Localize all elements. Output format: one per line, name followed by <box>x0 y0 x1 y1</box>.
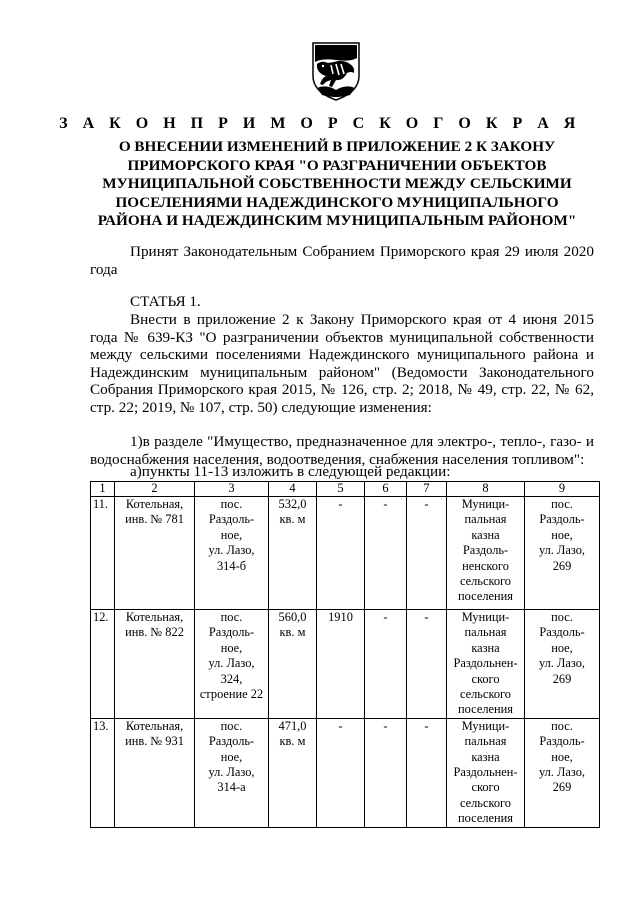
column-header: 2 <box>115 482 195 497</box>
address-cell: пос. Раздоль- ное, ул. Лазо, 324, строение 22 <box>195 610 269 719</box>
object-name-cell: Котельная, инв. № 822 <box>115 610 195 719</box>
col7-cell: - <box>407 610 447 719</box>
column-header: 1 <box>91 482 115 497</box>
table-row <box>91 610 600 719</box>
column-header: 8 <box>447 482 525 497</box>
col6-cell: - <box>365 718 407 827</box>
table-header-row <box>91 482 600 497</box>
adoption-statement: Принят Законодательным Собранием Приморского края 29 июля 2020 года <box>90 243 594 278</box>
subtitle-line: МУНИЦИПАЛЬНОЙ СОБСТВЕННОСТИ МЕЖДУ СЕЛЬСКИМИ <box>102 175 572 193</box>
address-cell: пос. Раздоль- ное, ул. Лазо, 314-б <box>195 497 269 610</box>
amendment-intro: Внести в приложение 2 к Закону Приморского края от 4 июня 2015 года № 639-КЗ "О разграничении объектов муниципальной собственности между сельскими поселениями Надеждинского муниципального района и Надеждинским муниципальным районом" (Ведомости Законодательного Собрания Приморского края 2015, № 126, стр. 2; 2018, № 49, стр. 22, № 62, стр. 22; 2019, № 107, стр. 50) следующие изменения: <box>90 311 594 416</box>
row-number: 11. <box>91 497 115 610</box>
subtitle-line: ПРИМОРСКОГО КРАЯ "О РАЗГРАНИЧЕНИИ ОБЪЕКТОВ <box>127 156 547 174</box>
column-header: 3 <box>195 482 269 497</box>
year-cell: - <box>317 718 365 827</box>
coat-of-arms-tiger-icon <box>310 40 362 102</box>
location-cell: пос. Раздоль- ное, ул. Лазо, 269 <box>525 718 600 827</box>
location-cell: пос. Раздоль- ное, ул. Лазо, 269 <box>525 610 600 719</box>
law-subtitle <box>92 138 582 231</box>
table-row <box>91 497 600 610</box>
col6-cell: - <box>365 497 407 610</box>
column-header: 7 <box>407 482 447 497</box>
article-heading: СТАТЬЯ 1. <box>130 293 201 310</box>
section-clause: 1)в разделе "Имущество, предназначенное для электро-, тепло-, газо- и водоснабжения населения, водоотведения, снабжения населения топливом": <box>90 433 594 468</box>
column-header: 9 <box>525 482 600 497</box>
subtitle-line: РАЙОНА И НАДЕЖДИНСКИМ МУНИЦИПАЛЬНЫМ РАЙОНОМ" <box>97 212 577 230</box>
subtitle-line: О ВНЕСЕНИИ ИЗМЕНЕНИЙ В ПРИЛОЖЕНИЕ 2 К ЗАКОНУ <box>118 138 556 155</box>
area-cell: 532,0 кв. м <box>269 497 317 610</box>
year-cell: - <box>317 497 365 610</box>
items-clause: а)пункты 11-13 изложить в следующей редакции: <box>130 463 451 480</box>
row-number: 13. <box>91 718 115 827</box>
address-cell: пос. Раздоль- ное, ул. Лазо, 314-а <box>195 718 269 827</box>
location-cell: пос. Раздоль- ное, ул. Лазо, 269 <box>525 497 600 610</box>
subtitle-line: ПОСЕЛЕНИЯМИ НАДЕЖДИНСКОГО МУНИЦИПАЛЬНОГО <box>115 193 559 211</box>
column-header: 6 <box>365 482 407 497</box>
owner-cell: Муници- пальная казна Раздольнен- ского сельского поселения <box>447 718 525 827</box>
row-number: 12. <box>91 610 115 719</box>
area-cell: 471,0 кв. м <box>269 718 317 827</box>
column-header: 5 <box>317 482 365 497</box>
column-header: 4 <box>269 482 317 497</box>
year-cell: 1910 <box>317 610 365 719</box>
col6-cell: - <box>365 610 407 719</box>
table-row <box>91 718 600 827</box>
area-cell: 560,0 кв. м <box>269 610 317 719</box>
object-name-cell: Котельная, инв. № 931 <box>115 718 195 827</box>
object-name-cell: Котельная, инв. № 781 <box>115 497 195 610</box>
col7-cell: - <box>407 718 447 827</box>
property-table <box>90 481 600 828</box>
law-title: З А К О Н П Р И М О Р С К О Г О К Р А Я <box>59 115 581 132</box>
owner-cell: Муници- пальная казна Раздоль- ненского сельского поселения <box>447 497 525 610</box>
owner-cell: Муници- пальная казна Раздольнен- ского сельского поселения <box>447 610 525 719</box>
col7-cell: - <box>407 497 447 610</box>
